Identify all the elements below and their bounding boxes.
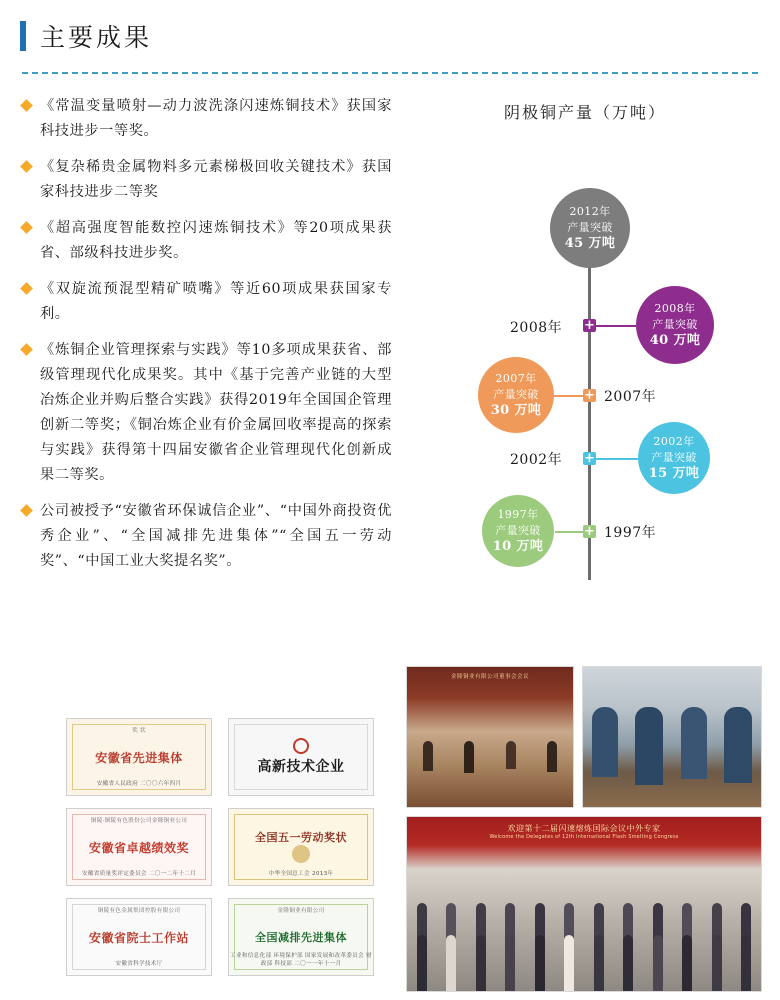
workers-copper-cathode-photo [582, 666, 762, 808]
node-label: 产量突破 [567, 221, 613, 234]
certificate-top-text: 铜陵有色金属集团控股有限公司 [97, 908, 181, 914]
list-item [22, 499, 392, 574]
header-accent-bar [20, 21, 26, 51]
list-item [22, 277, 392, 327]
header-divider [22, 72, 758, 74]
achievement-text: 《双旋流预混型精矿喷嘴》等近60项成果获国家专利。 [40, 281, 392, 322]
plus-marker-2008: + [584, 318, 595, 333]
certificate-title: 全国减排先进集体 [255, 931, 347, 944]
photo-caption: 欢迎第十二届闪速熔炼国际会议中外专家 [507, 824, 661, 833]
list-item [22, 338, 392, 488]
chart-node-2012 [550, 188, 630, 268]
diamond-bullet-icon [20, 343, 33, 356]
node-value: 30 万吨 [490, 403, 542, 418]
node-year: 2012年 [569, 205, 611, 218]
node-value: 10 万吨 [492, 539, 544, 554]
plus-marker-1997: + [584, 524, 595, 539]
certificates-gallery [66, 718, 386, 976]
national-emblem-icon [292, 845, 310, 863]
certificate-issuer: 中华全国总工会 2013年 [268, 871, 334, 877]
diamond-bullet-icon [20, 221, 33, 234]
cathode-copper-output-chart [400, 150, 770, 590]
photo-figures [407, 741, 573, 773]
photo-caption-secondary: Welcome the Delegates of 12th International Flash Smelting Congress [489, 834, 679, 840]
achievement-text: 《超高强度智能数控闪速炼铜技术》等20项成果获省、部级科技进步奖。 [40, 220, 392, 261]
node-year: 2007年 [495, 372, 537, 385]
certificate-title: 安徽省先进集体 [95, 750, 183, 765]
axis-label-1997: 1997年 [604, 525, 657, 541]
list-item [22, 94, 392, 144]
chart-node-2002 [638, 422, 710, 494]
plus-marker-2002: + [584, 451, 595, 466]
achievement-text: 《常温变量喷射—动力波洗涤闪速炼铜技术》获国家科技进步一等奖。 [40, 98, 392, 139]
page-title: 主要成果 [40, 23, 153, 52]
certificate-card [228, 718, 374, 796]
axis-label-2002: 2002年 [510, 452, 563, 468]
certificate-top-text: 铜陵·铜陵有色股份公司金隆铜业公司 [90, 818, 188, 824]
chart-title: 阴极铜产量（万吨） [503, 103, 666, 122]
certificate-card [66, 718, 212, 796]
plus-marker-2007: + [584, 388, 595, 403]
connector-2002 [592, 458, 638, 460]
node-label: 产量突破 [495, 524, 541, 537]
photo-caption: 金隆铜业有限公司董事会会议 [450, 674, 529, 680]
node-value: 45 万吨 [564, 236, 616, 251]
diamond-bullet-icon [20, 160, 33, 173]
certificate-title: 全国五一劳动奖状 [255, 831, 347, 844]
axis-label-2007: 2007年 [604, 389, 657, 405]
certificate-title: 安徽省院士工作站 [88, 930, 189, 945]
achievement-text: 《炼铜企业管理探索与实践》等10多项成果获省、部级管理现代化成果奖。其中《基于完善产业链的大型冶炼企业并购后整合实践》获得2019年全国国企管理创新二等奖；《铜冶炼企业有价金属回收率提高的探索与实践》获得第十四届安徽省企业管理现代化创新成果二等奖。 [40, 342, 392, 483]
page-header [0, 14, 780, 58]
photo-figures [583, 707, 761, 785]
list-item [22, 216, 392, 266]
chart-node-2007 [478, 357, 554, 433]
node-label: 产量突破 [493, 388, 539, 401]
certificate-card [66, 898, 212, 976]
list-item [22, 155, 392, 205]
diamond-bullet-icon [20, 282, 33, 295]
node-label: 产量突破 [652, 318, 698, 331]
node-value: 40 万吨 [649, 333, 701, 348]
achievements-list [22, 94, 392, 585]
diamond-bullet-icon [20, 504, 33, 517]
achievement-text: 《复杂稀贵金属物料多元素梯极回收关键技术》获国家科技进步二等奖 [40, 159, 392, 200]
chart-node-2008 [636, 286, 714, 364]
certificate-title: 安徽省卓越绩效奖 [88, 840, 189, 855]
meeting-room-photo [406, 666, 574, 808]
international-flash-smelting-congress-photo [406, 816, 762, 992]
node-year: 2002年 [653, 435, 695, 448]
achievement-text: 公司被授予“安徽省环保诚信企业”、“中国外商投资优秀企业”、“全国减排先进集体”“全国五一劳动奖”、“中国工业大奖提名奖”。 [40, 503, 392, 569]
connector-2008 [592, 325, 636, 327]
certificate-top-text: 金隆铜业有限公司 [277, 908, 325, 914]
certificate-card [228, 808, 374, 886]
node-year: 1997年 [497, 508, 539, 521]
certificate-card [66, 808, 212, 886]
certificate-issuer: 安徽省人民政府 二〇〇六年四月 [96, 781, 182, 787]
node-label: 产量突破 [651, 451, 697, 464]
certificate-issuer: 安徽省质量奖评定委员会 二〇一二年十二月 [81, 871, 197, 877]
certificate-issuer: 工业和信息化部 环境保护部 国家发展和改革委员会 财政部 科技部 二〇一一年十一月 [230, 953, 372, 967]
diamond-bullet-icon [20, 99, 33, 112]
axis-label-2008: 2008年 [510, 320, 563, 336]
node-year: 2008年 [654, 302, 696, 315]
certificate-title: 高新技术企业 [257, 759, 345, 775]
node-value: 15 万吨 [648, 466, 700, 481]
chart-node-1997 [482, 495, 554, 567]
certificate-card [228, 898, 374, 976]
photo-figures-front [407, 935, 761, 992]
certificate-top-text: 奖 状 [132, 728, 146, 734]
certificate-issuer: 安徽省科学技术厅 [115, 961, 163, 967]
